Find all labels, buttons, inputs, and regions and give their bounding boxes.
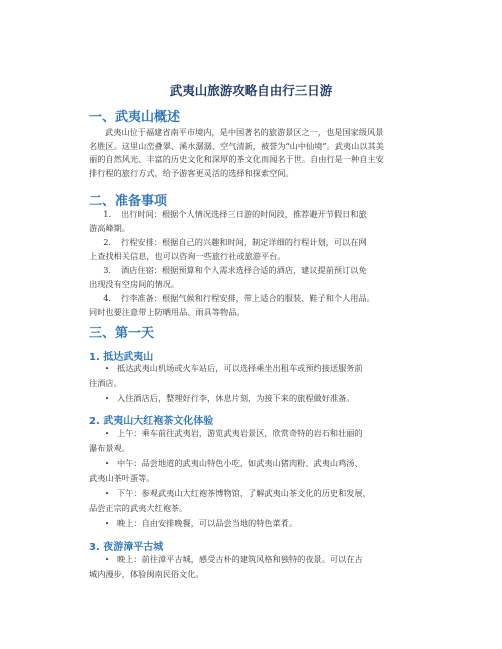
bullet-text: 品尝正宗的武夷大红袍茶。 <box>89 502 188 513</box>
item-text: 出行时间：根据个人情况选择三日游的时间段，推荐避开节假日和旅 <box>121 209 367 219</box>
numbered-item <box>89 208 421 235</box>
item-text: 行李准备：根据气候和行程安排，带上适合的服装、鞋子和个人用品。 <box>121 293 375 303</box>
section-heading-day-one: 三、第一天 <box>89 326 155 341</box>
bullet-item <box>89 392 421 407</box>
subsection-heading: 3. 夜游漳平古城 <box>89 542 164 553</box>
overview-paragraph <box>89 126 421 180</box>
bullet-text: 下午：参观武夷山大红袍茶博物馆，了解武夷山茶文化的历史和发展， <box>117 488 371 498</box>
bullet-text: 晚上：前往漳平古城，感受古朴的建筑风格和独特的夜景。可以在古 <box>117 554 363 564</box>
bullet-item <box>89 427 421 455</box>
bullet-text: 瀑布景观。 <box>89 442 130 453</box>
bullet-icon: • <box>105 430 110 438</box>
paragraph-line: 丽的自然风光、丰富的历史文化和深厚的茶文化而闻名于世。自由行是一种自主安 <box>89 154 384 164</box>
item-text: 上查找相关信息，也可以咨询一些旅行社或旅游平台。 <box>89 250 286 261</box>
subsection-heading: 2. 武夷山大红袍茶文化体验 <box>89 416 214 427</box>
item-number: 4. <box>103 293 111 303</box>
item-text: 游高峰期。 <box>89 222 130 233</box>
bullet-icon: • <box>105 395 110 403</box>
paragraph-line: 武夷山位于福建省南平市境内，是中国著名的旅游景区之一，也是国家级风景 <box>105 127 384 137</box>
bullet-text: 城内漫步，体验闽南民俗文化。 <box>89 568 204 579</box>
numbered-item <box>89 264 421 291</box>
document-title: 武夷山旅游攻略自由行三日游 <box>169 83 333 98</box>
bullet-text: 往酒店。 <box>89 377 122 388</box>
item-text: 同时也要注意带上防晒用品、雨具等物品。 <box>89 306 245 317</box>
numbered-item <box>89 292 421 319</box>
bullet-text: 入住酒店后，整理好行李，休息片刻，为接下来的旅程做好准备。 <box>117 393 355 403</box>
numbered-item <box>89 236 421 263</box>
bullet-item <box>89 517 421 532</box>
bullet-item <box>89 457 421 485</box>
item-number: 3. <box>103 265 111 275</box>
bullet-item <box>89 362 421 390</box>
section-heading-overview: 一、武夷山概述 <box>89 110 181 125</box>
bullet-icon: • <box>105 556 110 564</box>
bullet-text: 中午：品尝地道的武夷山特色小吃，如武夷山猪肉粉、武夷山鸡汤、 <box>117 458 363 468</box>
bullet-text: 武夷山茶叶蛋等。 <box>89 472 155 483</box>
paragraph-line: 排行程的旅行方式，给予游客更灵活的选择和探索空间。 <box>89 167 294 178</box>
bullet-text: 抵达武夷山机场或火车站后，可以选择乘坐出租车或预约接送服务前 <box>117 363 363 373</box>
bullet-item <box>89 553 421 581</box>
section-heading-preparation: 二、准备事项 <box>89 194 168 209</box>
paragraph-line: 名胜区。这里山峦叠翠、溪水潺潺、空气清新，被誉为“山中仙境”。武夷山以其美 <box>89 140 384 151</box>
bullet-icon: • <box>105 365 110 373</box>
subsection-heading: 1. 抵达武夷山 <box>89 352 154 363</box>
bullet-text: 上午：乘车前往武夷岩，游览武夷岩景区，欣赏奇特的岩石和壮丽的 <box>117 428 363 438</box>
item-text: 行程安排：根据自己的兴趣和时间，制定详细的行程计划，可以在网 <box>121 237 367 247</box>
bullet-item <box>89 487 421 515</box>
item-number: 1. <box>103 209 111 219</box>
bullet-icon: • <box>105 490 110 498</box>
item-number: 2. <box>103 237 111 247</box>
item-text: 酒店住宿：根据预算和个人需求选择合适的酒店，建议提前预订以免 <box>121 265 367 275</box>
bullet-icon: • <box>105 460 110 468</box>
bullet-text: 晚上：自由安排晚餐，可以品尝当地的特色菜肴。 <box>117 518 298 528</box>
bullet-icon: • <box>105 520 110 528</box>
item-text: 出现没有空房间的情况。 <box>89 278 180 289</box>
